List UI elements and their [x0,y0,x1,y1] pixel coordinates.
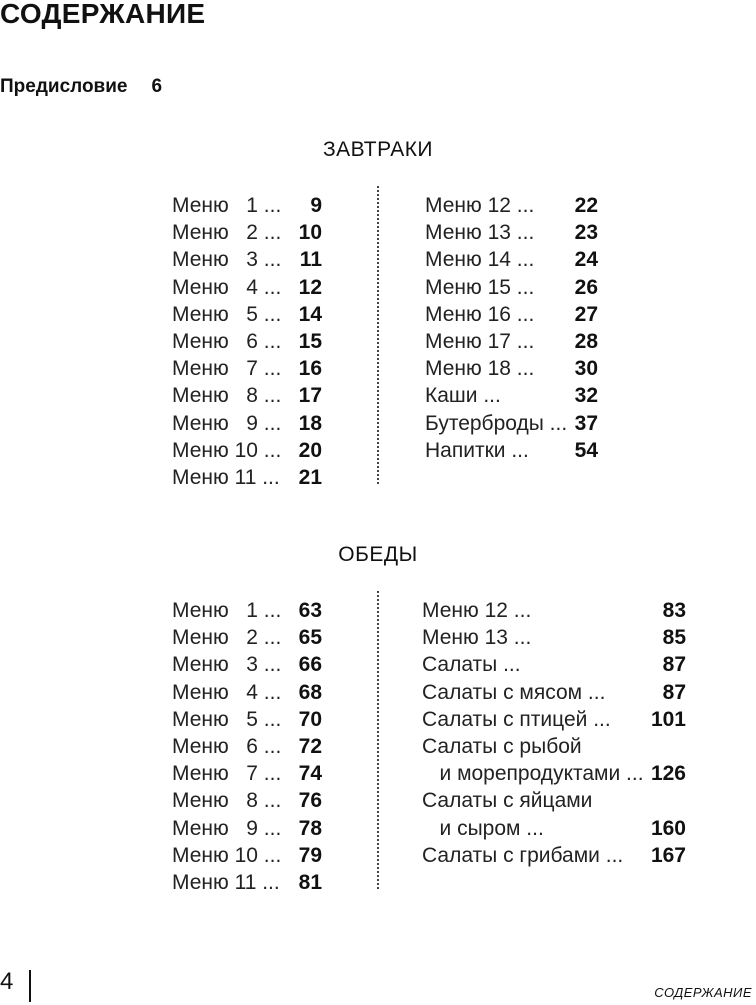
toc-entry-page: 11 [299,248,322,271]
preface-label: Предисловие [0,76,128,97]
toc-entry[interactable] [172,842,322,869]
toc-entry-page: 23 [574,221,598,244]
toc-entry-label: Меню 6 ... [172,330,282,353]
toc-entry-label: Меню 10 ... [172,439,282,462]
toc-entry-label: и сыром ... [422,817,544,840]
toc-entry-page: 78 [298,817,322,840]
toc-entry-label: Меню 5 ... [172,303,282,326]
toc-entry[interactable] [172,301,322,328]
toc-entry-page: 28 [574,330,598,353]
toc-entry-page: 85 [662,626,686,649]
toc-entry-page: 70 [298,708,322,731]
toc-entry[interactable] [422,624,686,651]
toc-entry-page: 160 [650,817,686,840]
toc-entry[interactable] [425,301,598,328]
section-title-breakfast: ЗАВТРАКИ [322,138,434,161]
toc-entry[interactable] [422,706,686,733]
toc-entry-page: 26 [574,276,598,299]
toc-entry-label: Каши ... [425,384,501,407]
toc-entry-label: Меню 13 ... [425,221,535,244]
toc-entry-label: Меню 18 ... [425,357,535,380]
toc-entry-label: Меню 16 ... [425,303,535,326]
toc-entry-page: 21 [298,466,322,489]
toc-entry[interactable] [422,651,686,678]
toc-entry-label: Меню 13 ... [422,626,532,649]
toc-entry-page: 24 [574,248,598,271]
toc-entry-page: 20 [298,439,322,462]
footer-page-number: 4 [0,968,14,995]
toc-entry-label: Меню 2 ... [172,626,282,649]
toc-entry-label: Меню 8 ... [172,789,282,812]
toc-entry-page: 37 [574,412,598,435]
toc-entry[interactable] [425,437,598,464]
toc-entry-page: 18 [298,412,322,435]
toc-entry[interactable] [172,328,322,355]
toc-entry[interactable] [172,787,322,814]
toc-entry[interactable] [172,706,322,733]
toc-entry-label: Салаты с мясом ... [422,681,606,704]
toc-entry[interactable] [422,597,686,624]
preface-page: 6 [151,76,163,97]
toc-entry-label: Меню 7 ... [172,762,282,785]
toc-entry[interactable] [425,410,598,437]
toc-entry[interactable] [425,219,598,246]
toc-entry[interactable] [172,733,322,760]
preface-entry[interactable] [0,76,162,98]
toc-entry-page: 87 [662,653,686,676]
toc-entry[interactable] [172,274,322,301]
toc-entry[interactable] [422,733,686,760]
toc-entry[interactable] [172,464,322,491]
page-title: СОДЕРЖАНИЕ [0,0,206,29]
toc-entry[interactable] [172,869,322,896]
toc-entry-page: 27 [574,303,598,326]
toc-entry-label: Меню 1 ... [172,194,282,217]
toc-entry-label: Меню 8 ... [172,384,282,407]
toc-entry[interactable] [172,219,322,246]
toc-entry-page: 54 [574,439,598,462]
toc-entry-page: 9 [310,194,322,217]
toc-entry[interactable] [172,679,322,706]
toc-entry[interactable] [425,192,598,219]
toc-entry-page: 30 [574,357,598,380]
toc-entry-label: Меню 3 ... [172,653,282,676]
toc-entry-page: 22 [574,194,598,217]
toc-entry[interactable] [422,842,686,869]
toc-entry-label: Меню 11 ... [172,466,280,489]
toc-entry[interactable] [172,437,322,464]
toc-entry-label: Салаты с грибами ... [422,844,624,867]
toc-entry-label: Меню 2 ... [172,221,282,244]
toc-entry-label: Меню 9 ... [172,817,282,840]
toc-entry-label: Меню 9 ... [172,412,282,435]
toc-entry[interactable] [422,760,686,787]
toc-entry-label: Меню 6 ... [172,735,282,758]
toc-entry-label: Меню 14 ... [425,248,535,271]
toc-entry-page: 167 [650,844,686,867]
toc-entry-page: 68 [298,681,322,704]
toc-entry[interactable] [425,274,598,301]
toc-entry-page: 83 [662,599,686,622]
toc-entry-label: Меню 5 ... [172,708,282,731]
toc-entry[interactable] [172,651,322,678]
toc-entry[interactable] [425,355,598,382]
toc-entry-page: 32 [574,384,598,407]
toc-entry-page: 76 [298,789,322,812]
toc-entry-label: Меню 4 ... [172,276,282,299]
toc-entry-label: Меню 17 ... [425,330,535,353]
toc-entry-page: 10 [298,221,322,244]
toc-entry-page: 72 [298,735,322,758]
toc-entry[interactable] [172,410,322,437]
toc-entry-page: 65 [298,626,322,649]
toc-entry-page: 63 [298,599,322,622]
toc-entry-label: Салаты ... [422,653,521,676]
toc-entry-page: 12 [298,276,322,299]
toc-entry[interactable] [172,624,322,651]
toc-entry-label: Меню 12 ... [422,599,532,622]
toc-entry[interactable] [172,355,322,382]
toc-entry[interactable] [422,679,686,706]
toc-entry-page: 15 [298,330,322,353]
toc-entry-page: 17 [298,384,322,407]
toc-entry-label: Бутерброды ... [425,412,568,435]
footer-separator [29,970,31,1002]
column-divider-breakfast [377,186,379,484]
toc-entry-page: 74 [298,762,322,785]
toc-entry[interactable] [172,246,322,273]
toc-entry-page: 79 [298,844,322,867]
toc-entry[interactable] [172,597,322,624]
toc-entry[interactable] [172,382,322,409]
toc-entry-label: Салаты с рыбой [422,735,582,758]
toc-entry[interactable] [172,760,322,787]
footer-running-title: СОДЕРЖАНИЕ [654,985,752,1000]
toc-entry[interactable] [422,787,686,814]
toc-entry-label: Меню 1 ... [172,599,282,622]
toc-entry-page: 66 [298,653,322,676]
toc-entry-page: 101 [650,708,686,731]
toc-entry-label: Меню 10 ... [172,844,282,867]
toc-entry-label: Салаты с птицей ... [422,708,611,731]
toc-entry[interactable] [425,328,598,355]
toc-entry-page: 87 [662,681,686,704]
toc-entry-label: и морепродуктами ... [422,762,644,785]
toc-entry[interactable] [425,382,598,409]
toc-entry-page: 16 [298,357,322,380]
toc-entry-page: 81 [298,871,322,894]
toc-entry[interactable] [172,192,322,219]
toc-entry-page: 126 [650,762,686,785]
toc-entry-label: Меню 7 ... [172,357,282,380]
section-title-lunch: ОБЕДЫ [338,543,418,566]
toc-entry-label: Меню 4 ... [172,681,282,704]
toc-entry-label: Салаты с яйцами [422,789,593,812]
toc-entry-label: Меню 11 ... [172,871,280,894]
toc-entry-label: Меню 3 ... [172,248,282,271]
toc-entry-label: Меню 12 ... [425,194,535,217]
toc-entry[interactable] [425,246,598,273]
toc-entry-label: Напитки ... [425,439,529,462]
toc-entry[interactable] [172,815,322,842]
toc-entry-label: Меню 15 ... [425,276,535,299]
toc-entry-page: 14 [298,303,322,326]
column-divider-lunch [377,591,379,889]
toc-entry[interactable] [422,815,686,842]
